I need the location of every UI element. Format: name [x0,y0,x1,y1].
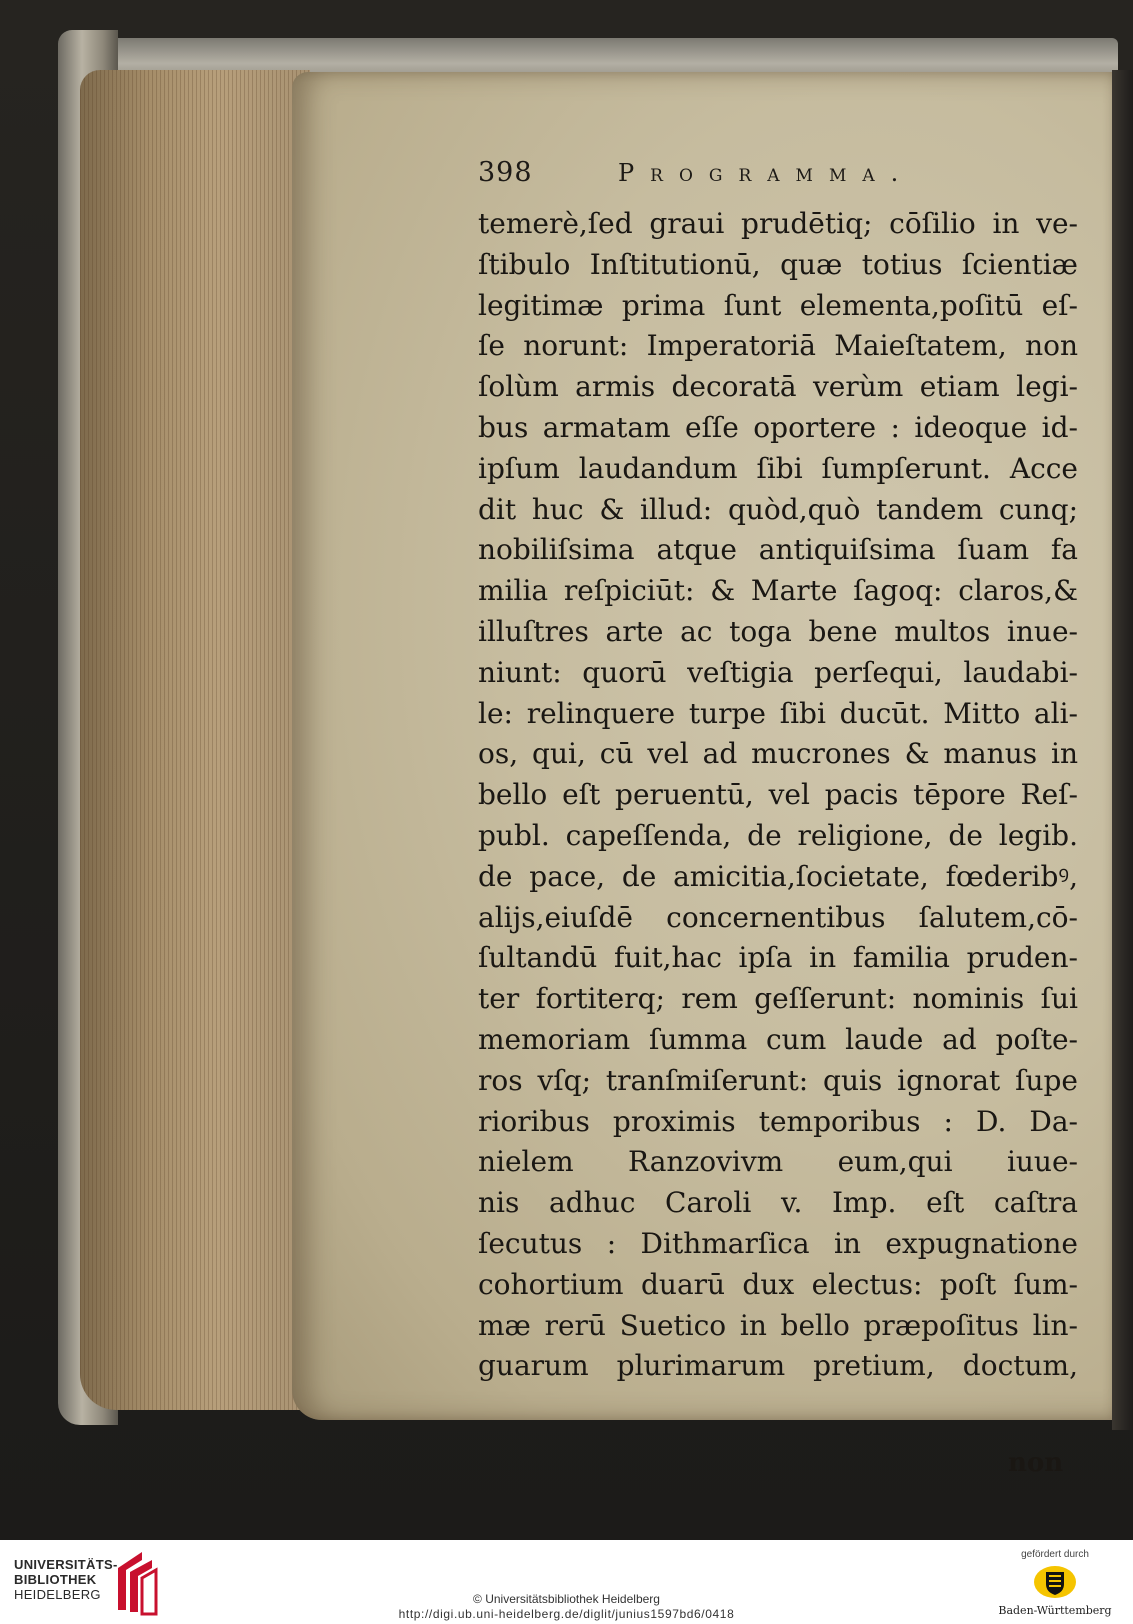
text-line: nielem Ranzovivm eum,qui iuue- [478,1145,1078,1179]
text-block [478,204,1090,1387]
text-line: ipſum laudandum ſibi ſumpſerunt. Acce [478,451,1078,485]
text-line: nis adhuc Caroli v. Imp. eſt caſtra [478,1186,1078,1220]
funder-name: Baden-Württemberg [998,1604,1112,1617]
library-name-line: HEIDELBERG [14,1587,101,1602]
running-head [478,157,1038,197]
text-line: niunt: quorū veſtigia perſequi, laudabi- [478,655,1078,689]
text-line: le: relinquere turpe ſibi ducūt. Mitto ali- [478,696,1078,730]
text-line: ſolùm armis decoratā verùm etiam legi- [478,370,1078,404]
text-line: de pace, de amicitia,ſocietate, fœderibꝰ, [478,859,1078,893]
text-line: ſe norunt: Imperatoriā Maieſtatem, non [478,329,1078,363]
text-line: rioribus proximis temporibus : D. Da- [478,1104,1078,1138]
text-line: memoriam ſumma cum laude ad poſte- [478,1022,1078,1056]
text-line: legitimæ prima ſunt elementa,poſitū eſ- [478,288,1078,322]
funded-by-label: gefördert durch [1021,1549,1089,1560]
text-line: nobiliſsima atque antiquiſsima ſuam fa [478,533,1078,567]
text-line: ſultandū fuit,hac ipſa in familia pruden- [478,941,1078,975]
page-number: 398 [478,157,533,188]
text-line: dit huc & illud: quòd,quò tandem cunq; [478,492,1078,526]
text-line: bus armatam eſſe oportere : ideoque id- [478,410,1078,444]
text-line: ter fortiterq; rem geſſerunt: nominis ſui [478,982,1078,1016]
text-line: publ. capeſſenda, de religione, de legib. [478,818,1078,852]
text-line: ros vſq; tranſmiſerunt: quis ignorat ſupe [478,1063,1078,1097]
baden-wuerttemberg-emblem-icon[interactable] [1032,1564,1078,1600]
text-line: guarum plurimarum pretium, doctum, [478,1349,1078,1383]
library-name-line: UNIVERSITÄTS- [14,1557,118,1572]
text-line: milia reſpiciūt: & Marte ſagoq: claros,& [478,574,1078,608]
copyright-notice: © Universitätsbibliothek Heidelberg [473,1592,660,1606]
text-line: ſtibulo Inſtitutionū, quæ totius ſcientiæ [478,247,1078,281]
page-gutter-shadow [1112,70,1133,1430]
text-line: temerè,ſed graui prudētiq; cōſilio in ve- [478,207,1078,240]
catchword: non [1008,1448,1064,1478]
text-line: bello eſt peruentū, vel pacis tēpore Reſ- [478,778,1078,812]
page-edges [80,70,310,1410]
footer [0,1540,1133,1624]
text-line: mæ rerū Suetico in bello præpoſitus lin- [478,1308,1078,1342]
text-line: cohortium duarū dux electus: poſt ſum- [478,1267,1078,1301]
library-name-line: BIBLIOTHEK [14,1572,97,1587]
text-line: ſecutus : Dithmarſica in expugnatione [478,1226,1078,1260]
permalink-url[interactable]: http://digi.ub.uni-heidelberg.de/diglit/junius1597bd6/0418 [398,1607,735,1621]
text-line: os, qui, cū vel ad mucrones & manus in [478,737,1078,771]
text-line: alijs,eiuſdē concernentibus ſalutem,cō- [478,900,1078,934]
text-line: illuſtres arte ac toga bene multos inue- [478,614,1078,648]
running-head-title: Programma. [618,159,915,187]
